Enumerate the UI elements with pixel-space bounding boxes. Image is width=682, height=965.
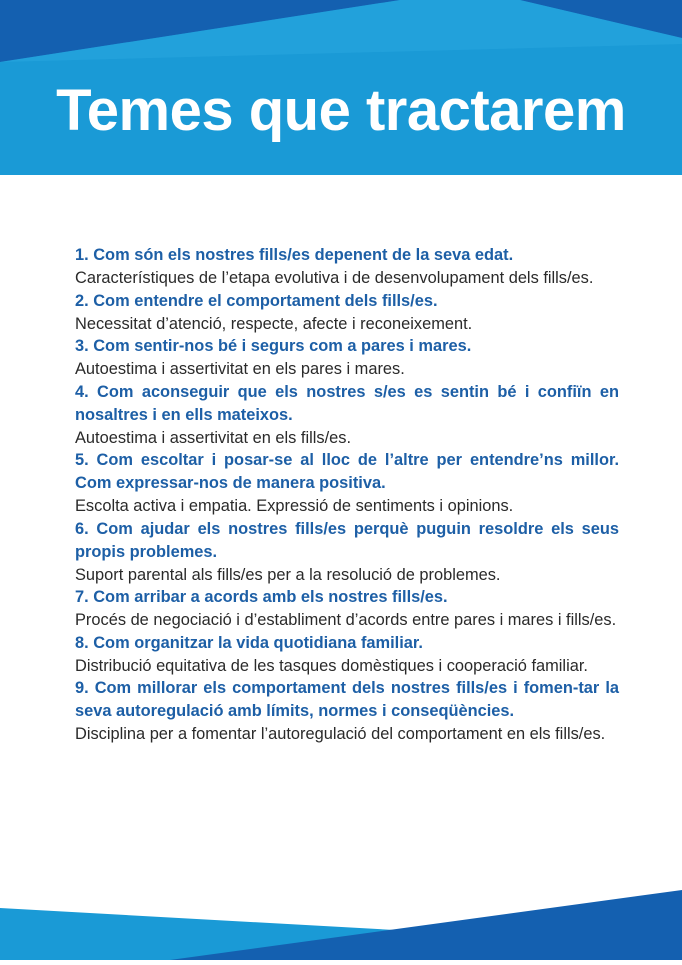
topic-item-8 <box>75 632 619 678</box>
topic-description: Escolta activa i empatia. Expressió de sentiments i opinions. <box>75 497 514 515</box>
topic-description: Característiques de l’etapa evolutiva i de desenvolupament dels fills/es. <box>75 269 594 287</box>
topic-heading: 9. Com millorar els comportament dels nostres fills/es i fomen-tar la seva autoregulació amb límits, normes i conseqüències. <box>75 679 619 720</box>
topic-description: Procés de negociació i d’establiment d’acords entre pares i mares i fills/es. <box>75 611 617 629</box>
topics-list <box>75 244 619 746</box>
topic-heading: 1. Com són els nostres fills/es depenent de la seva edat. <box>75 246 514 264</box>
topic-item-3 <box>75 335 619 381</box>
topic-item-1 <box>75 244 619 290</box>
topic-item-4 <box>75 381 619 450</box>
topic-description: Disciplina per a fomentar l’autoregulació del comportament en els fills/es. <box>75 725 606 743</box>
topic-description: Autoestima i assertivitat en els pares i mares. <box>75 360 405 378</box>
topic-item-9 <box>75 677 619 746</box>
topic-heading: 7. Com arribar a acords amb els nostres fills/es. <box>75 588 448 606</box>
topic-description: Necessitat d’atenció, respecte, afecte i reconeixement. <box>75 314 473 333</box>
topic-heading: 5. Com escoltar i posar-se al lloc de l’altre per entendre’ns millor. Com expressar-nos de manera positiva. <box>75 451 619 492</box>
footer-decoration <box>0 880 682 960</box>
topic-item-2 <box>75 290 619 336</box>
footer-background <box>0 880 682 960</box>
topic-item-5 <box>75 449 619 518</box>
topic-heading: 6. Com ajudar els nostres fills/es perquè puguin resoldre els seus propis problemes. <box>75 519 619 561</box>
topic-description: Autoestima i assertivitat en els fills/es. <box>75 428 352 447</box>
topic-heading: 2. Com entendre el comportament dels fills/es. <box>75 291 438 310</box>
topic-description: Suport parental als fills/es per a la resolució de problemes. <box>75 565 501 584</box>
topic-item-7 <box>75 586 619 632</box>
header-banner <box>0 0 682 175</box>
topic-heading: 4. Com aconseguir que els nostres s/es es sentin bé i confiïn en nosaltres i en ells mateixos. <box>75 382 619 424</box>
page-title: Temes que tractarem <box>56 78 626 143</box>
topic-description: Distribució equitativa de les tasques domèstiques i cooperació familiar. <box>75 656 588 675</box>
topic-heading: 8. Com organitzar la vida quotidiana familiar. <box>75 633 423 652</box>
topic-heading: 3. Com sentir-nos bé i segurs com a pares i mares. <box>75 337 472 355</box>
topic-item-6 <box>75 518 619 587</box>
